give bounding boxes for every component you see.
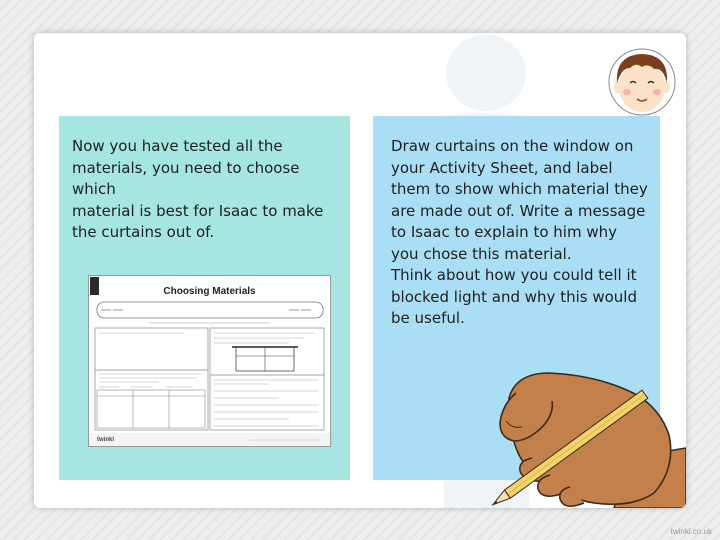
watermark: twinkl.co.uk	[670, 527, 712, 536]
activity-sheet-thumbnail	[88, 275, 331, 447]
instruction-text-left: Now you have tested all the materials, you need to choose which material is best for Isaac to make the curtains out of.	[72, 137, 324, 241]
instruction-text-right: Draw curtains on the window on your Activity Sheet, and label them to show which material they are made out of. Write a message to Isaac to explain to him why you chose this material. Think about how you could tell it blocked light and why this would be useful.	[391, 137, 648, 327]
activity-sheet-layout	[89, 276, 330, 446]
activity-sheet-title: Choosing Materials	[163, 286, 256, 297]
slide	[34, 33, 686, 508]
boy-face-icon	[606, 45, 678, 117]
activity-sheet-logo: twinkl	[97, 437, 115, 443]
hand-holding-pencil-icon	[454, 343, 686, 508]
